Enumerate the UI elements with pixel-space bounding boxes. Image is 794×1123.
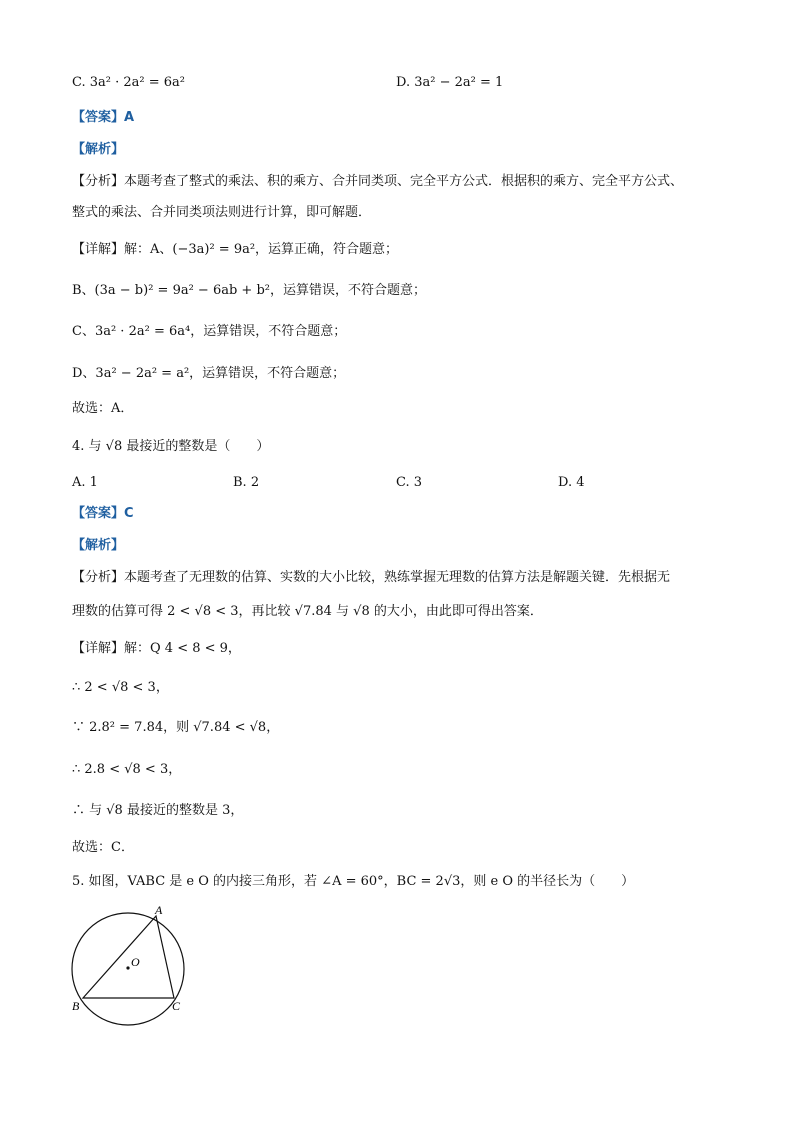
- jiexi-label: 【解析】: [72, 538, 125, 553]
- label-a: A: [155, 903, 163, 917]
- choice-line: 故选：A．: [72, 401, 134, 416]
- label-o: O: [131, 955, 140, 969]
- detail-line: 【详解】解：A、(−3a)² = 9a²，运算正确，符合题意；: [72, 242, 399, 257]
- triangle-abc: [83, 916, 174, 998]
- label-c: C: [172, 999, 181, 1013]
- answer-label: 【答案】C: [72, 506, 134, 521]
- detail-line: 【详解】解：Q 4 < 8 < 9，: [72, 641, 241, 656]
- detail-line: ∴ 2 < √8 < 3，: [72, 680, 169, 695]
- label-b: B: [72, 999, 80, 1013]
- jiexi-label: 【解析】: [72, 142, 125, 157]
- detail-line: C、3a² · 2a² = 6a⁴，运算错误，不符合题意；: [72, 324, 347, 339]
- detail-line: D、3a² − 2a² = a²，运算错误，不符合题意；: [72, 366, 346, 381]
- option-d: D. 4: [558, 475, 585, 490]
- center-point: [126, 966, 129, 969]
- detail-line: ∴ 2.8 < √8 < 3，: [72, 762, 182, 777]
- detail-line: ∵ 2.8² = 7.84，则 √7.84 < √8，: [72, 720, 280, 735]
- question-4-stem: 4. 与 √8 最接近的整数是（ ）: [72, 439, 270, 454]
- analysis-line: 【分析】本题考查了无理数的估算、实数的大小比较，熟练掌握无理数的估算方法是解题关键．先根据无: [72, 570, 671, 585]
- option-c: C. 3: [396, 475, 423, 490]
- answer-label: 【答案】A: [72, 110, 135, 125]
- option-a: A. 1: [72, 475, 98, 490]
- option-b: B. 2: [233, 475, 260, 490]
- detail-line: B、(3a − b)² = 9a² − 6ab + b²，运算错误，不符合题意；: [72, 283, 426, 298]
- circle-triangle-figure: [66, 902, 196, 1036]
- option-d: D. 3a² − 2a² = 1: [396, 75, 504, 90]
- option-c: C. 3a² · 2a² = 6a²: [72, 75, 186, 90]
- geometry-diagram: [66, 902, 196, 1032]
- detail-line: ∴ 与 √8 最接近的整数是 3，: [72, 803, 244, 818]
- question-5-stem: 5. 如图，VABC 是 e O 的内接三角形，若 ∠A = 60°，BC = 2√3，则 e O 的半径长为（ ）: [72, 874, 635, 889]
- analysis-line: 【分析】本题考查了整式的乘法、积的乘方、合并同类项、完全平方公式．根据积的乘方、完全平方公式、: [72, 174, 684, 189]
- choice-line: 故选：C．: [72, 840, 134, 855]
- analysis-line: 整式的乘法、合并同类项法则进行计算，即可解题．: [72, 205, 372, 220]
- analysis-line: 理数的估算可得 2 < √8 < 3，再比较 √7.84 与 √8 的大小，由此即可得出答案．: [72, 604, 543, 619]
